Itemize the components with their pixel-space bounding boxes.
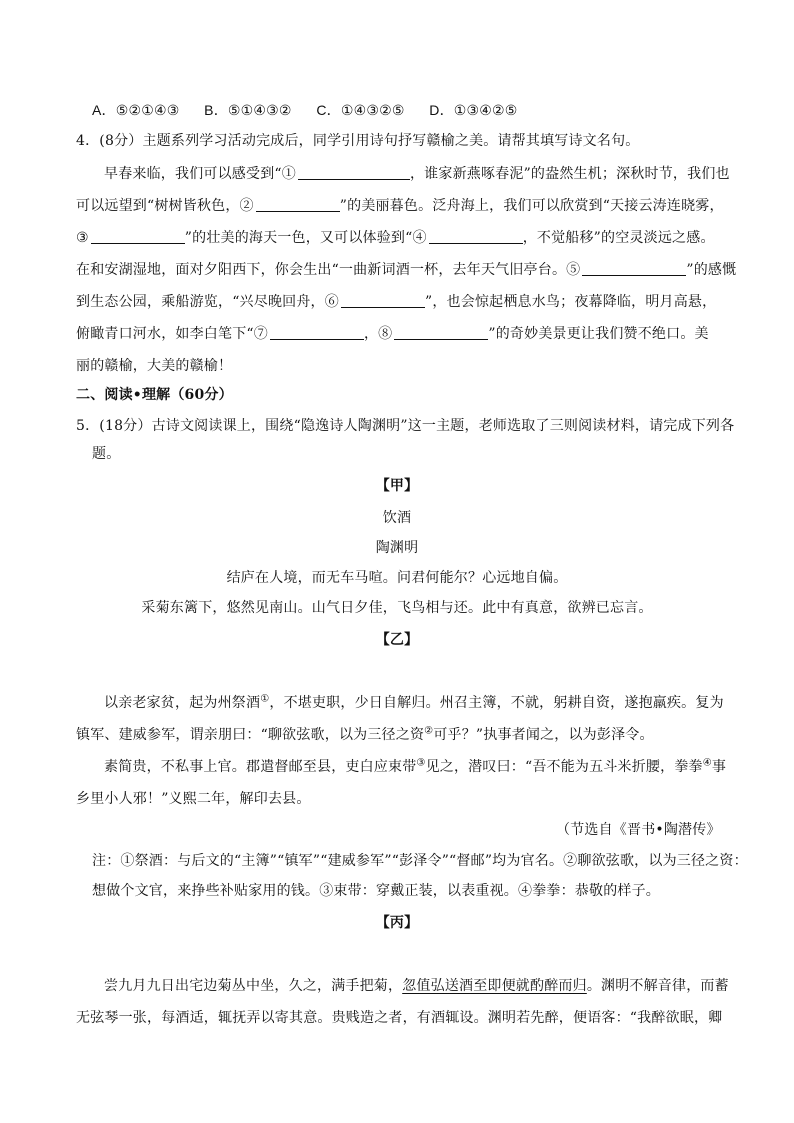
option-b: B．⑤①④③②: [204, 102, 292, 119]
q4-line-4: 在和安湖湿地，面对夕阳西下，你会生出“一曲新词酒一杯，去年天气旧亭台。⑤ ”的感慨: [76, 262, 737, 278]
blank-2[interactable]: [256, 197, 340, 212]
poem-line-1: 结庐在人境，而无车马喧。问君何能尔？心远地自偏。: [226, 570, 568, 586]
blank-8[interactable]: [394, 325, 488, 340]
blank-6[interactable]: [341, 293, 425, 308]
q4-line-6: 俯瞰青口河水，如李白笔下“⑦ ，⑧ ”的奇妙美景更让我们赞不绝口。美: [76, 326, 709, 342]
option-d: D．①③④②⑤: [429, 102, 518, 119]
poem-line-2: 采菊东篱下，悠然见南山。山气日夕佳，飞鸟相与还。此中有真意，欲辨已忘言。: [141, 600, 653, 616]
underlined-sentence: 忽值弘送酒至即便就酌醉而归: [402, 978, 587, 994]
passage-jia-tag: 【甲】: [375, 478, 419, 494]
poem-title: 饮酒: [382, 510, 412, 526]
blank-1[interactable]: [298, 165, 410, 180]
answer-options: [92, 100, 538, 121]
q5-line-1: 5．(18分）古诗文阅读课上，围绕“隐逸诗人陶渊明”这一主题，老师选取了三则阅读材料，请完成下列各: [76, 418, 735, 434]
q4-line-3: ③ ”的壮美的海天一色，又可以体验到“④ ，不觉船移”的空灵淡远之感。: [76, 230, 715, 246]
blank-4[interactable]: [429, 229, 523, 244]
bing-line-1: 尝九月九日出宅边菊丛中坐，久之，满手把菊，忽值弘送酒至即便就酌醉而归。渊明不解音律，而蓄: [104, 978, 729, 994]
blank-7[interactable]: [270, 325, 364, 340]
blank-3[interactable]: [91, 229, 185, 244]
yi-line-1: 以亲老家贫，起为州祭酒①，不堪吏职，少日自解归。州召主簿，不就，躬耕自资，遂抱羸疾。复为: [104, 693, 724, 711]
yi-line-2: 镇军、建威参军，谓亲朋曰：“聊欲弦歌，以为三径之资②可乎？”执事者闻之，以为彭泽令。: [76, 725, 654, 743]
bing-line-2: 无弦琴一张，每酒适，辄抚弄以寄其意。贵贱造之者，有酒辄设。渊明若先醉，便语客：“我醉欲眠，卿: [76, 1010, 723, 1026]
poem-author: 陶渊明: [375, 540, 419, 556]
section-2-heading: 二、阅读•理解（60分）: [76, 387, 233, 403]
q4-line-2: 可以远望到“树树皆秋色，② ”的美丽暮色。泛舟海上，我们可以欣赏到“天接云涛连晓雾，: [76, 198, 724, 214]
passage-yi-tag: 【乙】: [375, 632, 419, 648]
yi-note-1: 注：①祭酒：与后文的“主簿”“镇军”“建威参军”“彭泽令”“督邮”均为官名。②聊欲弦歌，以为三径之资：: [92, 853, 748, 869]
option-a: A．⑤②①④③: [92, 102, 180, 119]
yi-line-3: 素简贵，不私事上官。郡遣督邮至县，吏白应束带③见之，潜叹曰：“吾不能为五斗米折腰，拳拳④事: [104, 757, 727, 775]
yi-note-2: 想做个文官，来挣些补贴家用的钱。③束带：穿戴正装，以表重视。④拳拳：恭敬的样子。: [92, 883, 660, 899]
yi-source: （节选自《晋书•陶潜传》: [556, 822, 721, 838]
q5-line-2: 题。: [92, 446, 121, 462]
q4-header: 4．(8分）主题系列学习活动完成后，同学引用诗句抒写赣榆之美。请帮其填写诗文名句。: [76, 133, 640, 149]
q4-line-5: 到生态公园，乘船游览，“兴尽晚回舟，⑥ ”，也会惊起栖息水鸟；夜幕降临，明月高悬，: [76, 294, 717, 310]
blank-5[interactable]: [582, 261, 686, 276]
yi-line-4: 乡里小人邪！”义熙二年，解印去县。: [76, 791, 311, 807]
q4-line-7: 丽的赣榆，大美的赣榆！: [76, 358, 233, 374]
option-c: C．①④③②⑤: [316, 102, 405, 119]
q4-line-1: 早春来临，我们可以感受到“① ，谁家新燕啄春泥”的盎然生机；深秋时节，我们也: [104, 166, 730, 182]
passage-bing-tag: 【丙】: [375, 915, 419, 931]
